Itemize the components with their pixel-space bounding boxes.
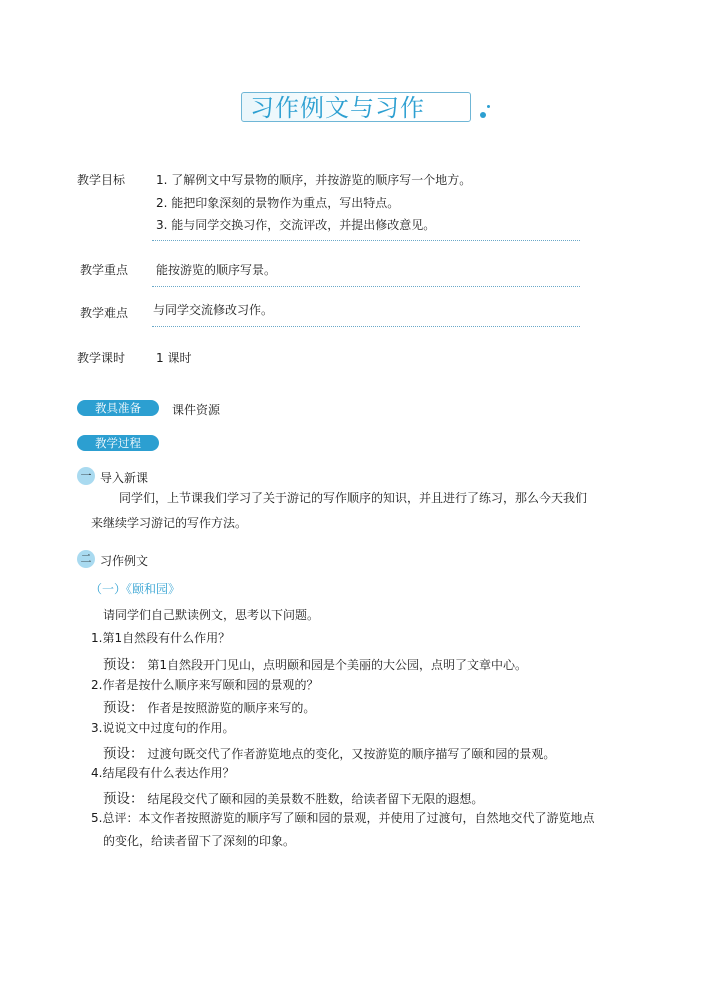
answer-2 (103, 696, 315, 716)
answer-3 (103, 742, 555, 762)
section-number-badge: 二 (77, 550, 95, 568)
goal-item-1: 1. 了解例文中写景物的顺序，并按游览的顺序写一个地方。 (156, 173, 472, 187)
answer-1 (103, 653, 527, 673)
answer-prefix: 预设： (103, 657, 144, 673)
key-points-text: 能按游览的顺序写景。 (156, 263, 277, 277)
paragraph-line: 同学们，上节课我们学习了关于游记的写作顺序的知识，并且进行了练习，那么今天我们 (119, 491, 588, 505)
answer-text: 结尾段交代了颐和园的美景数不胜数，给读者留下无限的遐想。 (147, 792, 484, 806)
goal-item-3: 3. 能与同学交换习作，交流评改，并提出修改意见。 (156, 218, 436, 232)
answer-4 (103, 787, 483, 807)
section-title: 导入新课 (100, 471, 149, 485)
summary-line: 的变化，给读者留下了深刻的印象。 (103, 834, 296, 848)
difficulties-text: 与同学交流修改习作。 (153, 303, 274, 317)
divider (152, 326, 580, 327)
answer-prefix: 预设： (103, 700, 144, 716)
hours-text: 1 课时 (156, 351, 192, 365)
hours-label: 教学课时 (77, 351, 126, 365)
answer-text: 作者是按照游览的顺序来写的。 (147, 701, 316, 715)
answer-text: 过渡句既交代了作者游览地点的变化，又按游览的顺序描写了颐和园的景观。 (147, 747, 556, 761)
intro-text: 请同学们自己默读例文，思考以下问题。 (103, 608, 320, 622)
answer-text: 第1自然段开门见山，点明颐和园是个美丽的大公园，点明了文章中心。 (147, 658, 527, 672)
difficulties-label: 教学难点 (80, 306, 129, 320)
title-banner (241, 92, 471, 122)
question-3: 3.说说文中过度句的作用。 (91, 721, 235, 735)
subsection-title: （一）《颐和园》 (90, 582, 181, 596)
question-4: 4.结尾段有什么表达作用？ (91, 766, 235, 780)
question-1: 1.第1自然段有什么作用？ (91, 631, 231, 645)
section-number-badge: 一 (77, 467, 95, 485)
prep-badge: 教具准备 (77, 400, 159, 416)
answer-prefix: 预设： (103, 746, 144, 762)
decor-dot-icon (487, 105, 490, 108)
divider (152, 240, 580, 241)
goal-item-2: 2. 能把印象深刻的景物作为重点，写出特点。 (156, 196, 400, 210)
decor-dot-icon (480, 112, 486, 118)
summary-line: 5.总评：本文作者按照游览的顺序写了颐和园的景观，并使用了过渡句，自然地交代了游览地点 (91, 811, 595, 825)
process-badge: 教学过程 (77, 435, 159, 451)
key-points-label: 教学重点 (80, 263, 129, 277)
question-2: 2.作者是按什么顺序来写颐和园的景观的？ (91, 678, 319, 692)
divider (152, 286, 580, 287)
answer-prefix: 预设： (103, 791, 144, 807)
goals-label: 教学目标 (77, 173, 126, 187)
paragraph-line: 来继续学习游记的写作方法。 (91, 516, 248, 530)
section-title: 习作例文 (100, 554, 149, 568)
prep-text: 课件资源 (172, 403, 221, 417)
page-title: 习作例文与习作 (250, 94, 425, 122)
